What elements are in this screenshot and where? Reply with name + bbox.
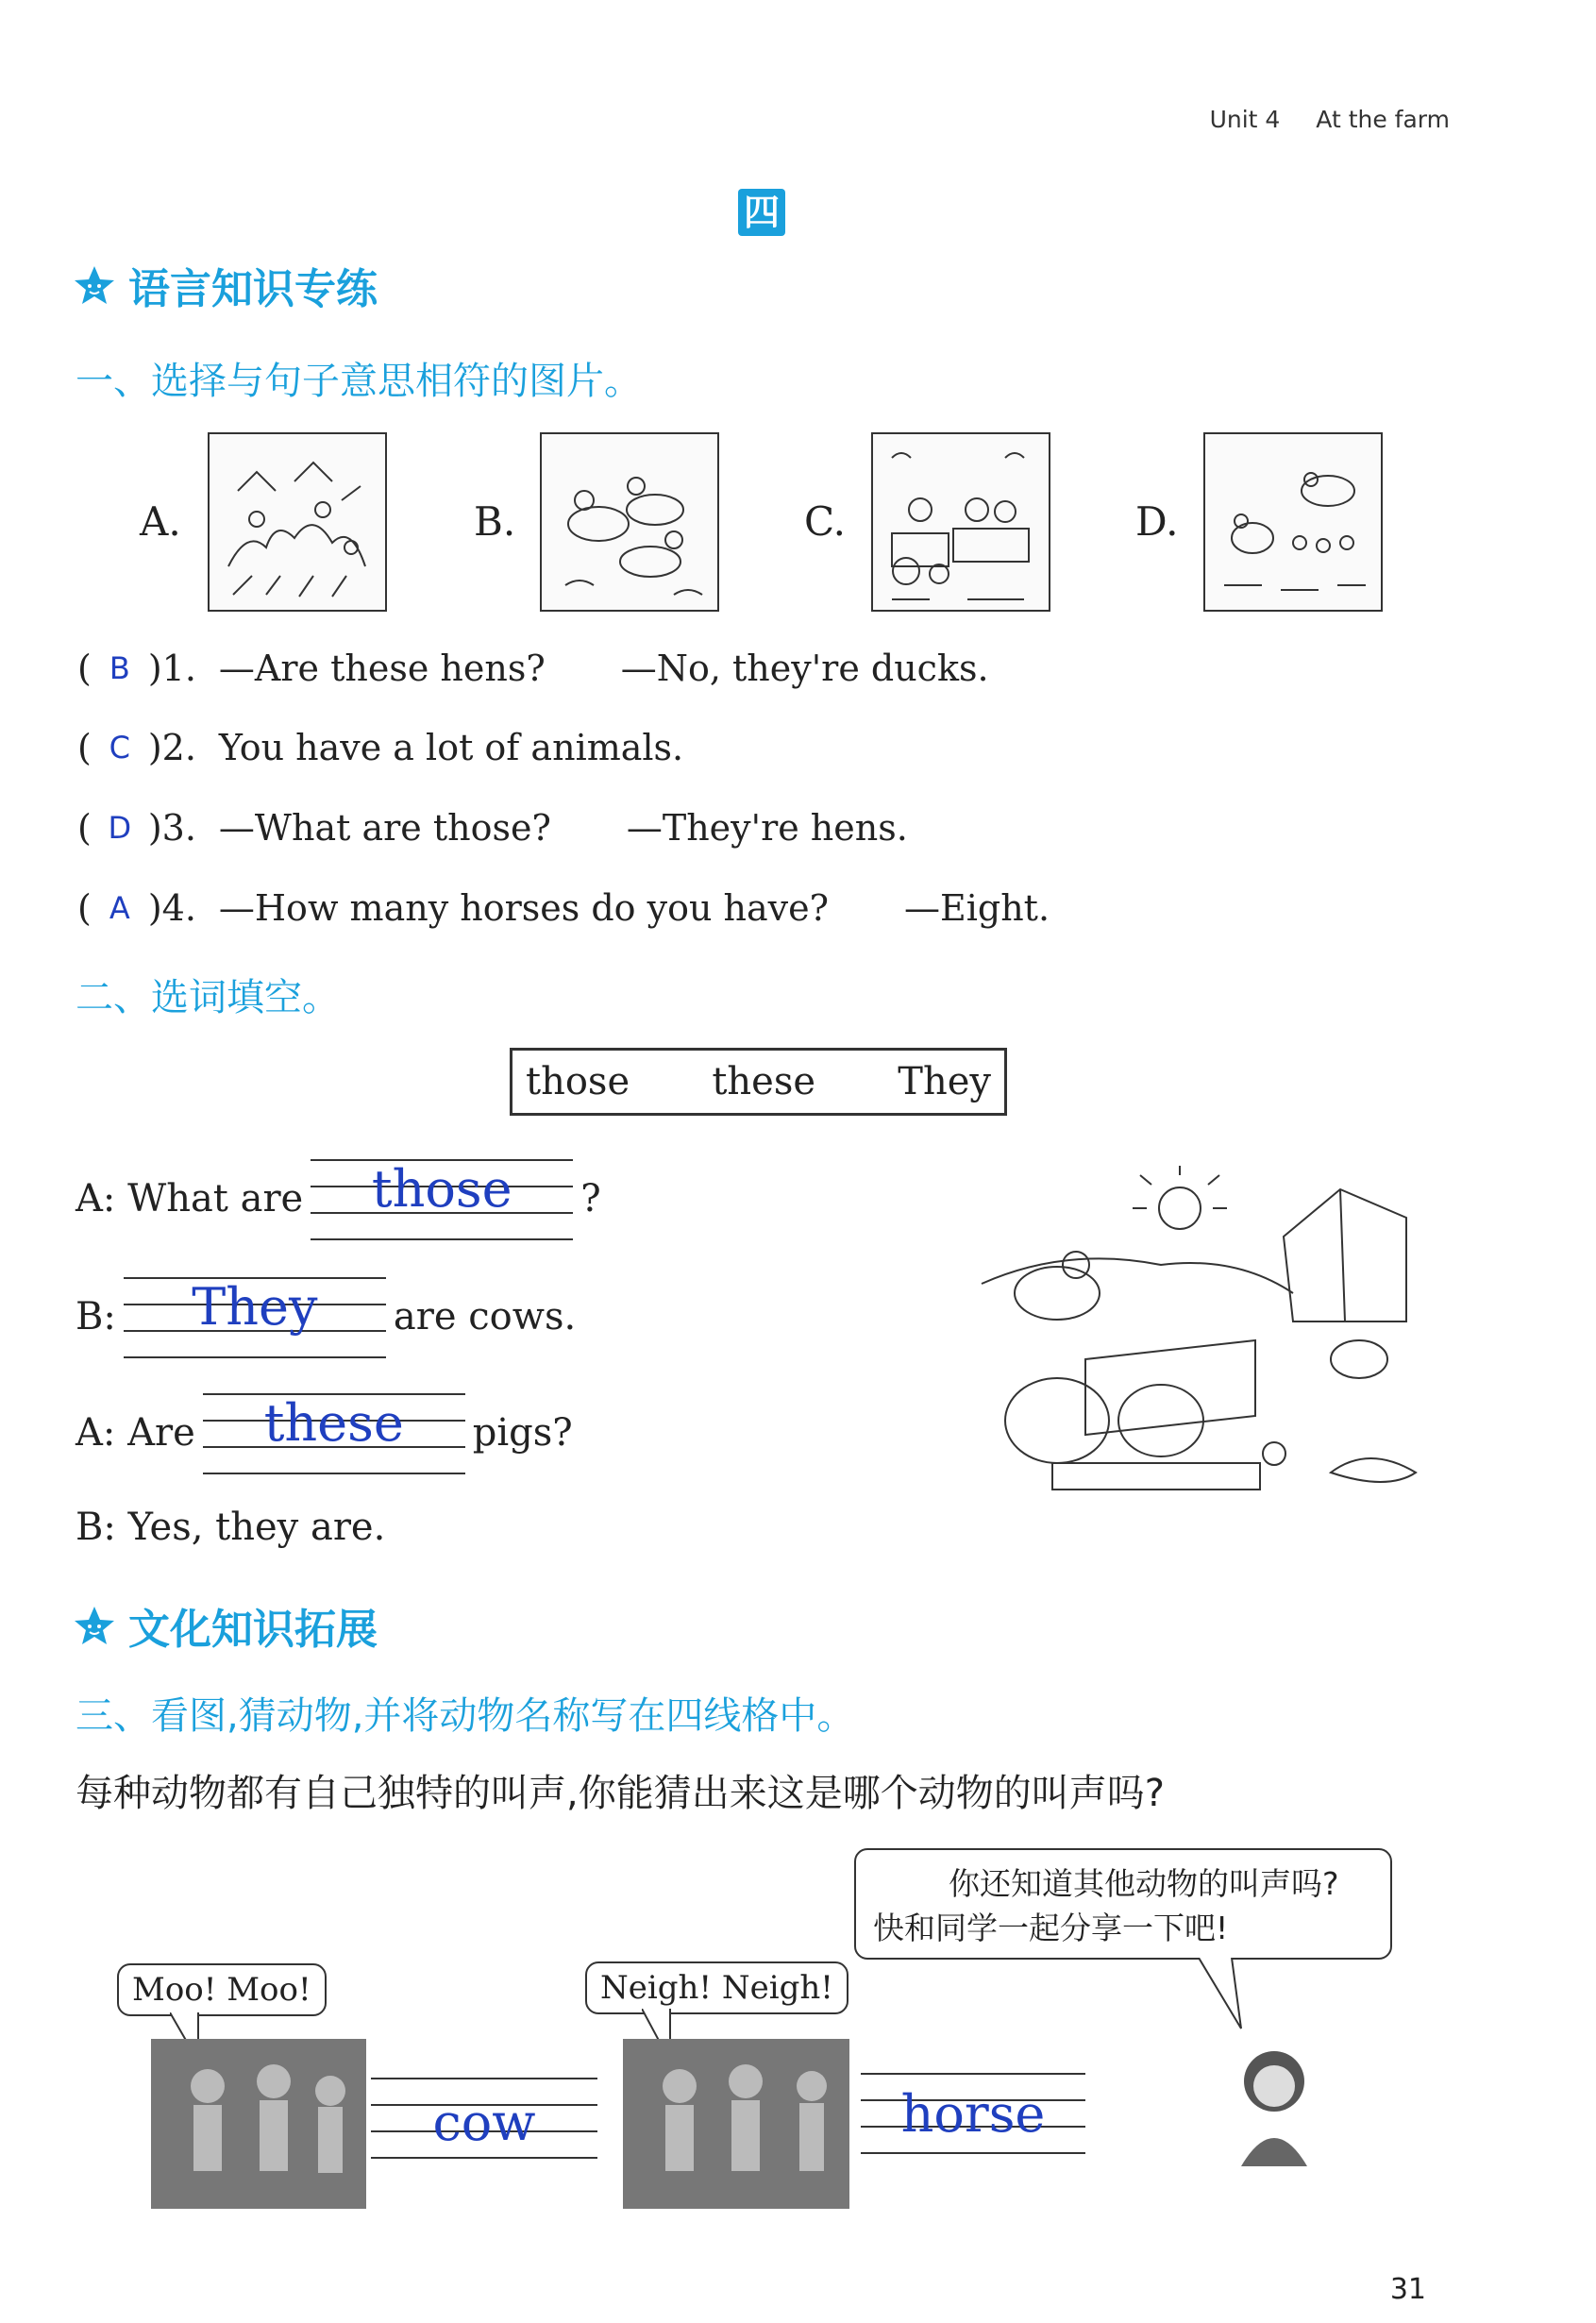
farm-illustration <box>972 1161 1449 1515</box>
dialog-line-3 <box>76 1386 573 1480</box>
kids-horse-photo <box>623 2039 849 2209</box>
answer-line-cow[interactable] <box>371 2072 597 2185</box>
page-header <box>1210 106 1450 133</box>
moo-bubble: Moo! Moo! <box>117 1963 327 2016</box>
item-text-a: —How many horses do you have? <box>218 887 829 929</box>
answer-2: C <box>109 730 130 766</box>
dialog-text: are cows. <box>393 1295 577 1338</box>
tip-line-1: 你还知道其他动物的叫声吗? <box>949 1865 1339 1902</box>
answer-paren: ( C <box>77 727 148 768</box>
dialog-text: A: What are <box>76 1177 304 1220</box>
neigh-bubble: Neigh! Neigh! <box>585 1961 848 2014</box>
answer-paren: ( D <box>77 807 148 849</box>
q1-item-2 <box>77 727 683 768</box>
item-text-b: —Eight. <box>903 887 1050 929</box>
option-b-label: B. <box>474 498 516 545</box>
blank-2[interactable] <box>124 1270 386 1364</box>
word-bank-item: They <box>898 1060 991 1103</box>
answer-paren: ( B <box>77 648 148 689</box>
word-bank-item: those <box>526 1060 630 1103</box>
q1-heading: 一、选择与句子意思相符的图片。 <box>76 360 642 403</box>
item-text-a: You have a lot of animals. <box>218 727 684 768</box>
dialog-line-1 <box>76 1152 601 1246</box>
picture-ducks <box>540 432 719 612</box>
q3-heading: 三、看图,猜动物,并将动物名称写在四线格中。 <box>76 1694 855 1738</box>
picture-horses <box>208 432 387 612</box>
dialog-text: B: <box>76 1295 116 1338</box>
section-language-title: 语言知识专练 <box>128 265 378 313</box>
tip-line-2: 快和同学一起分享一下吧! <box>873 1910 1229 1946</box>
section-culture <box>74 1595 378 1656</box>
answer-horse: horse <box>900 2084 1046 2144</box>
item-number: )1. <box>147 648 196 689</box>
picture-hens <box>1203 432 1383 612</box>
word-bank-item: these <box>712 1060 816 1103</box>
unit-title: At the farm <box>1316 106 1450 133</box>
item-number: )3. <box>147 807 196 849</box>
q1-item-1 <box>77 648 989 689</box>
kids-cow-photo <box>151 2039 366 2209</box>
blank-1[interactable] <box>311 1152 573 1246</box>
unit-label: Unit 4 <box>1209 106 1281 133</box>
tip-bubble <box>854 1848 1392 1960</box>
dialog-text: pigs? <box>472 1411 573 1455</box>
option-a-label: A. <box>140 498 181 545</box>
item-text-b: —They're hens. <box>626 807 908 849</box>
answer-cow: cow <box>432 2093 536 2152</box>
page-number: 31 <box>1389 2273 1426 2306</box>
item-text-b: —No, they're ducks. <box>620 648 989 689</box>
star-icon <box>74 264 115 306</box>
dialog-text: B: Yes, they are. <box>76 1506 386 1549</box>
q2-heading: 二、选词填空。 <box>76 976 340 1019</box>
dialog-line-2 <box>76 1270 576 1364</box>
item-number: )4. <box>147 887 196 929</box>
blank-2-answer: They <box>192 1277 318 1337</box>
star-icon <box>74 1605 115 1646</box>
item-number: )2. <box>147 727 196 768</box>
q3-intro: 每种动物都有自己独特的叫声,你能猜出来这是哪个动物的叫声吗? <box>76 1772 1165 1815</box>
dialog-text: ? <box>580 1177 601 1220</box>
section-culture-title: 文化知识拓展 <box>128 1606 378 1654</box>
option-c-label: C. <box>804 498 846 545</box>
blank-3-answer: these <box>263 1393 404 1453</box>
chapter-mark: 四 <box>738 189 785 236</box>
dialog-text: A: Are <box>76 1411 195 1455</box>
answer-paren: ( A <box>77 887 148 929</box>
tip-bubble-tail <box>1199 1958 1255 2033</box>
option-d-label: D. <box>1135 498 1179 545</box>
blank-1-answer: those <box>371 1159 512 1219</box>
answer-3: D <box>108 810 132 846</box>
section-language <box>74 255 378 315</box>
q1-item-4 <box>77 887 1050 929</box>
item-text-a: —What are those? <box>218 807 551 849</box>
answer-4: A <box>109 890 130 926</box>
word-bank <box>510 1048 1007 1116</box>
girl-illustration <box>1222 2039 1326 2171</box>
blank-3[interactable] <box>203 1386 465 1480</box>
answer-line-horse[interactable] <box>861 2067 1085 2180</box>
dialog-line-4 <box>76 1506 385 1549</box>
answer-1: B <box>109 650 130 686</box>
item-text-a: —Are these hens? <box>218 648 546 689</box>
q1-item-3 <box>77 807 908 849</box>
picture-tractor <box>871 432 1050 612</box>
